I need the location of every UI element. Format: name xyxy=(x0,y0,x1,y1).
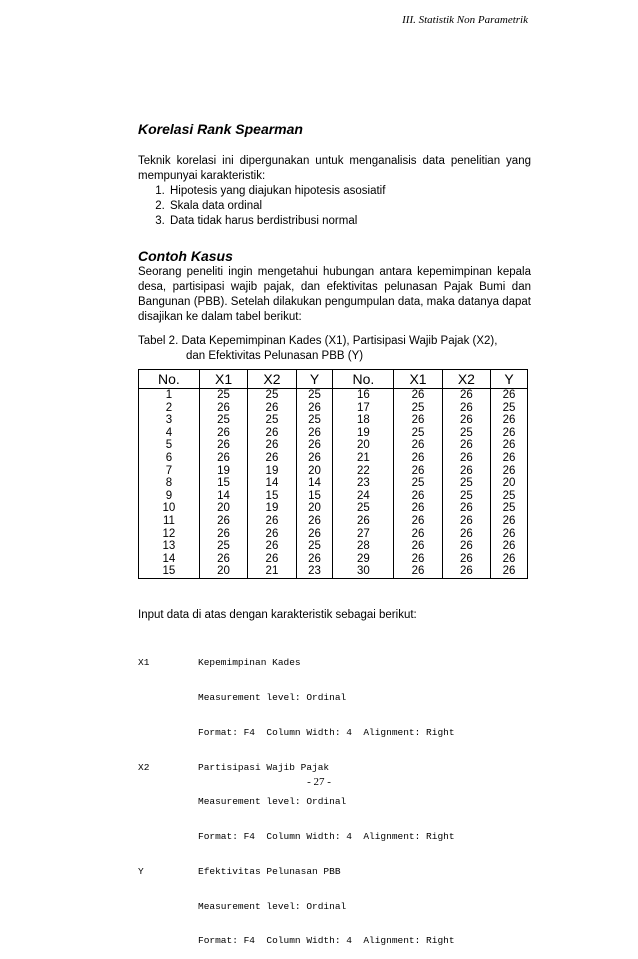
table-row xyxy=(139,490,528,503)
table-cell: 26 xyxy=(442,528,490,541)
variable-block-y xyxy=(138,866,455,878)
table-cell: 26 xyxy=(199,452,247,465)
table-cell: 25 xyxy=(248,414,296,427)
table-cell: 26 xyxy=(491,540,528,553)
table-cell: 30 xyxy=(333,565,394,578)
table-cell: 26 xyxy=(248,439,296,452)
table-cell: 25 xyxy=(394,477,442,490)
table-header-row xyxy=(139,370,528,389)
table-cell: 4 xyxy=(139,427,200,440)
table-cell: 25 xyxy=(296,389,333,402)
table-cell: 26 xyxy=(491,439,528,452)
table-cell: 20 xyxy=(199,565,247,578)
caption-line-2: dan Efektivitas Pelunasan PBB (Y) xyxy=(186,350,364,362)
table-cell: 1 xyxy=(139,389,200,402)
table-cell: 26 xyxy=(394,515,442,528)
variable-measurement xyxy=(138,901,455,913)
table-cell: 26 xyxy=(248,540,296,553)
table-cell: 25 xyxy=(491,490,528,503)
table-cell: 26 xyxy=(442,553,490,566)
table-cell: 26 xyxy=(296,553,333,566)
table-cell: 23 xyxy=(333,477,394,490)
section1-body xyxy=(138,154,531,229)
table-cell: 3 xyxy=(139,414,200,427)
table-cell: 20 xyxy=(296,465,333,478)
table-cell: 26 xyxy=(442,439,490,452)
table-cell: 25 xyxy=(491,402,528,415)
col-header: X2 xyxy=(248,370,296,389)
table-cell: 26 xyxy=(199,553,247,566)
table-cell: 26 xyxy=(394,565,442,578)
table-cell: 25 xyxy=(199,540,247,553)
table-row xyxy=(139,477,528,490)
table-cell: 19 xyxy=(333,427,394,440)
table-cell: 26 xyxy=(296,439,333,452)
format-text: Format: F4 Column Width: 4 Alignment: Right xyxy=(198,935,455,947)
table-cell: 14 xyxy=(199,490,247,503)
table-cell: 25 xyxy=(442,490,490,503)
table-cell: 10 xyxy=(139,502,200,515)
table-cell: 25 xyxy=(296,414,333,427)
table-cell: 19 xyxy=(248,502,296,515)
table-cell: 27 xyxy=(333,528,394,541)
table-cell: 26 xyxy=(296,427,333,440)
table-cell: 26 xyxy=(442,465,490,478)
table-row xyxy=(139,414,528,427)
table-cell: 26 xyxy=(491,389,528,402)
variable-label: Efektivitas Pelunasan PBB xyxy=(198,865,341,877)
table-cell: 20 xyxy=(199,502,247,515)
table-row xyxy=(139,565,528,578)
table-cell: 28 xyxy=(333,540,394,553)
list-item: 2. Skala data ordinal xyxy=(168,199,531,214)
page-number: - 27 - xyxy=(307,776,331,788)
table-cell: 25 xyxy=(333,502,394,515)
table-cell: 26 xyxy=(248,553,296,566)
table-cell: 24 xyxy=(333,490,394,503)
table-cell: 26 xyxy=(248,515,296,528)
table-cell: 26 xyxy=(394,553,442,566)
format-text: Format: F4 Column Width: 4 Alignment: Right xyxy=(198,726,455,738)
table-cell: 11 xyxy=(139,515,200,528)
table-cell: 25 xyxy=(199,414,247,427)
table-cell: 20 xyxy=(333,439,394,452)
table-cell: 19 xyxy=(248,465,296,478)
table-cell: 26 xyxy=(199,402,247,415)
variable-format xyxy=(138,935,455,947)
table-cell: 18 xyxy=(333,414,394,427)
table-row xyxy=(139,427,528,440)
measurement-text: Measurement level: Ordinal xyxy=(198,796,347,808)
variable-block-x1 xyxy=(138,657,455,669)
data-table xyxy=(138,369,528,579)
variable-name: X1 xyxy=(138,657,150,669)
table-cell: 22 xyxy=(333,465,394,478)
table-cell: 19 xyxy=(199,465,247,478)
input-intro: Input data di atas dengan karakteristik sebagai berikut: xyxy=(138,609,417,621)
table-row xyxy=(139,515,528,528)
table-cell: 14 xyxy=(139,553,200,566)
table-cell: 25 xyxy=(394,402,442,415)
table-cell: 6 xyxy=(139,452,200,465)
table-cell: 16 xyxy=(333,389,394,402)
section-title-contoh-kasus: Contoh Kasus xyxy=(138,248,233,264)
table-cell: 26 xyxy=(394,502,442,515)
table-cell: 26 xyxy=(491,427,528,440)
table-cell: 15 xyxy=(248,490,296,503)
variable-definitions xyxy=(138,634,455,959)
table-cell: 26 xyxy=(491,565,528,578)
variable-label: Partisipasi Wajib Pajak xyxy=(198,761,330,773)
table-cell: 17 xyxy=(333,402,394,415)
table-cell: 26 xyxy=(491,515,528,528)
table-cell: 26 xyxy=(296,402,333,415)
table-cell: 5 xyxy=(139,439,200,452)
table-row xyxy=(139,465,528,478)
table-cell: 26 xyxy=(394,490,442,503)
table-cell: 26 xyxy=(442,502,490,515)
table-row xyxy=(139,402,528,415)
variable-label: Kepemimpinan Kades xyxy=(198,657,301,669)
list-item: 1. Hipotesis yang diajukan hipotesis asosiatif xyxy=(168,184,531,199)
table-cell: 25 xyxy=(296,540,333,553)
table-cell: 26 xyxy=(394,389,442,402)
table-cell: 15 xyxy=(139,565,200,578)
running-header: III. Statistik Non Parametrik xyxy=(402,14,528,26)
table-body xyxy=(139,389,528,579)
table-cell: 26 xyxy=(394,465,442,478)
table-cell: 26 xyxy=(199,528,247,541)
table-cell: 26 xyxy=(491,465,528,478)
table-cell: 26 xyxy=(491,553,528,566)
variable-measurement xyxy=(138,796,455,808)
table-cell: 26 xyxy=(199,427,247,440)
table-cell: 2 xyxy=(139,402,200,415)
table-cell: 26 xyxy=(333,515,394,528)
table-cell: 26 xyxy=(394,528,442,541)
table-cell: 21 xyxy=(248,565,296,578)
table-cell: 26 xyxy=(199,515,247,528)
table-cell: 13 xyxy=(139,540,200,553)
table-cell: 7 xyxy=(139,465,200,478)
section1-intro: Teknik korelasi ini dipergunakan untuk menganalisis data penelitian yang mempunyai karakteristik: xyxy=(138,155,531,182)
table-cell: 26 xyxy=(491,452,528,465)
table-row xyxy=(139,553,528,566)
col-header: X1 xyxy=(394,370,442,389)
table-cell: 15 xyxy=(296,490,333,503)
variable-block-x2 xyxy=(138,762,455,774)
table-cell: 26 xyxy=(394,439,442,452)
col-header: X2 xyxy=(442,370,490,389)
table-row xyxy=(139,528,528,541)
characteristics-list xyxy=(138,184,531,229)
table-cell: 26 xyxy=(491,528,528,541)
variable-name: Y xyxy=(138,865,144,877)
format-text: Format: F4 Column Width: 4 Alignment: Right xyxy=(198,831,455,843)
table-cell: 15 xyxy=(199,477,247,490)
section-title-spearman: Korelasi Rank Spearman xyxy=(138,121,303,137)
list-item: 3. Data tidak harus berdistribusi normal xyxy=(168,214,531,229)
variable-measurement xyxy=(138,692,455,704)
col-header: No. xyxy=(139,370,200,389)
table-cell: 25 xyxy=(248,389,296,402)
table-cell: 20 xyxy=(491,477,528,490)
table-cell: 26 xyxy=(394,414,442,427)
table-cell: 26 xyxy=(248,452,296,465)
variable-format xyxy=(138,727,455,739)
table-cell: 25 xyxy=(394,427,442,440)
col-header: X1 xyxy=(199,370,247,389)
table-row xyxy=(139,540,528,553)
case-paragraph: Seorang peneliti ingin mengetahui hubungan antara kepemimpinan kepala desa, partisipasi wajib pajak, dan efektivitas pelunasan Pajak Bumi dan Bangunan (PBB). Setelah dilakukan pengumpulan data, maka datanya dapat disajikan ke dalam tabel berikut: xyxy=(138,266,531,323)
table-cell: 26 xyxy=(248,427,296,440)
table-cell: 26 xyxy=(442,515,490,528)
table-cell: 21 xyxy=(333,452,394,465)
table-cell: 25 xyxy=(491,502,528,515)
table-cell: 26 xyxy=(442,414,490,427)
table-cell: 9 xyxy=(139,490,200,503)
table-cell: 26 xyxy=(296,528,333,541)
table-caption xyxy=(138,334,531,364)
table-cell: 26 xyxy=(199,439,247,452)
table-cell: 25 xyxy=(442,427,490,440)
measurement-text: Measurement level: Ordinal xyxy=(198,691,347,703)
variable-format xyxy=(138,831,455,843)
table-cell: 8 xyxy=(139,477,200,490)
col-header: No. xyxy=(333,370,394,389)
table-row xyxy=(139,439,528,452)
variable-name: X2 xyxy=(138,761,150,773)
table-row xyxy=(139,452,528,465)
table-cell: 26 xyxy=(442,389,490,402)
table-row xyxy=(139,502,528,515)
table-cell: 26 xyxy=(442,540,490,553)
table-cell: 26 xyxy=(248,402,296,415)
table-cell: 26 xyxy=(248,528,296,541)
col-header: Y xyxy=(491,370,528,389)
table-cell: 26 xyxy=(442,452,490,465)
table-cell: 26 xyxy=(394,540,442,553)
measurement-text: Measurement level: Ordinal xyxy=(198,900,347,912)
table-cell: 26 xyxy=(296,452,333,465)
table-cell: 14 xyxy=(248,477,296,490)
table-cell: 23 xyxy=(296,565,333,578)
caption-line-1: Tabel 2. Data Kepemimpinan Kades (X1), Partisipasi Wajib Pajak (X2), xyxy=(138,335,498,347)
table-cell: 26 xyxy=(442,402,490,415)
table-cell: 12 xyxy=(139,528,200,541)
table-cell: 20 xyxy=(296,502,333,515)
table-cell: 14 xyxy=(296,477,333,490)
table-cell: 26 xyxy=(296,515,333,528)
table-cell: 29 xyxy=(333,553,394,566)
table-cell: 26 xyxy=(442,565,490,578)
col-header: Y xyxy=(296,370,333,389)
table-cell: 26 xyxy=(491,414,528,427)
table-row xyxy=(139,389,528,402)
table-cell: 25 xyxy=(442,477,490,490)
table-cell: 25 xyxy=(199,389,247,402)
table-cell: 26 xyxy=(394,452,442,465)
